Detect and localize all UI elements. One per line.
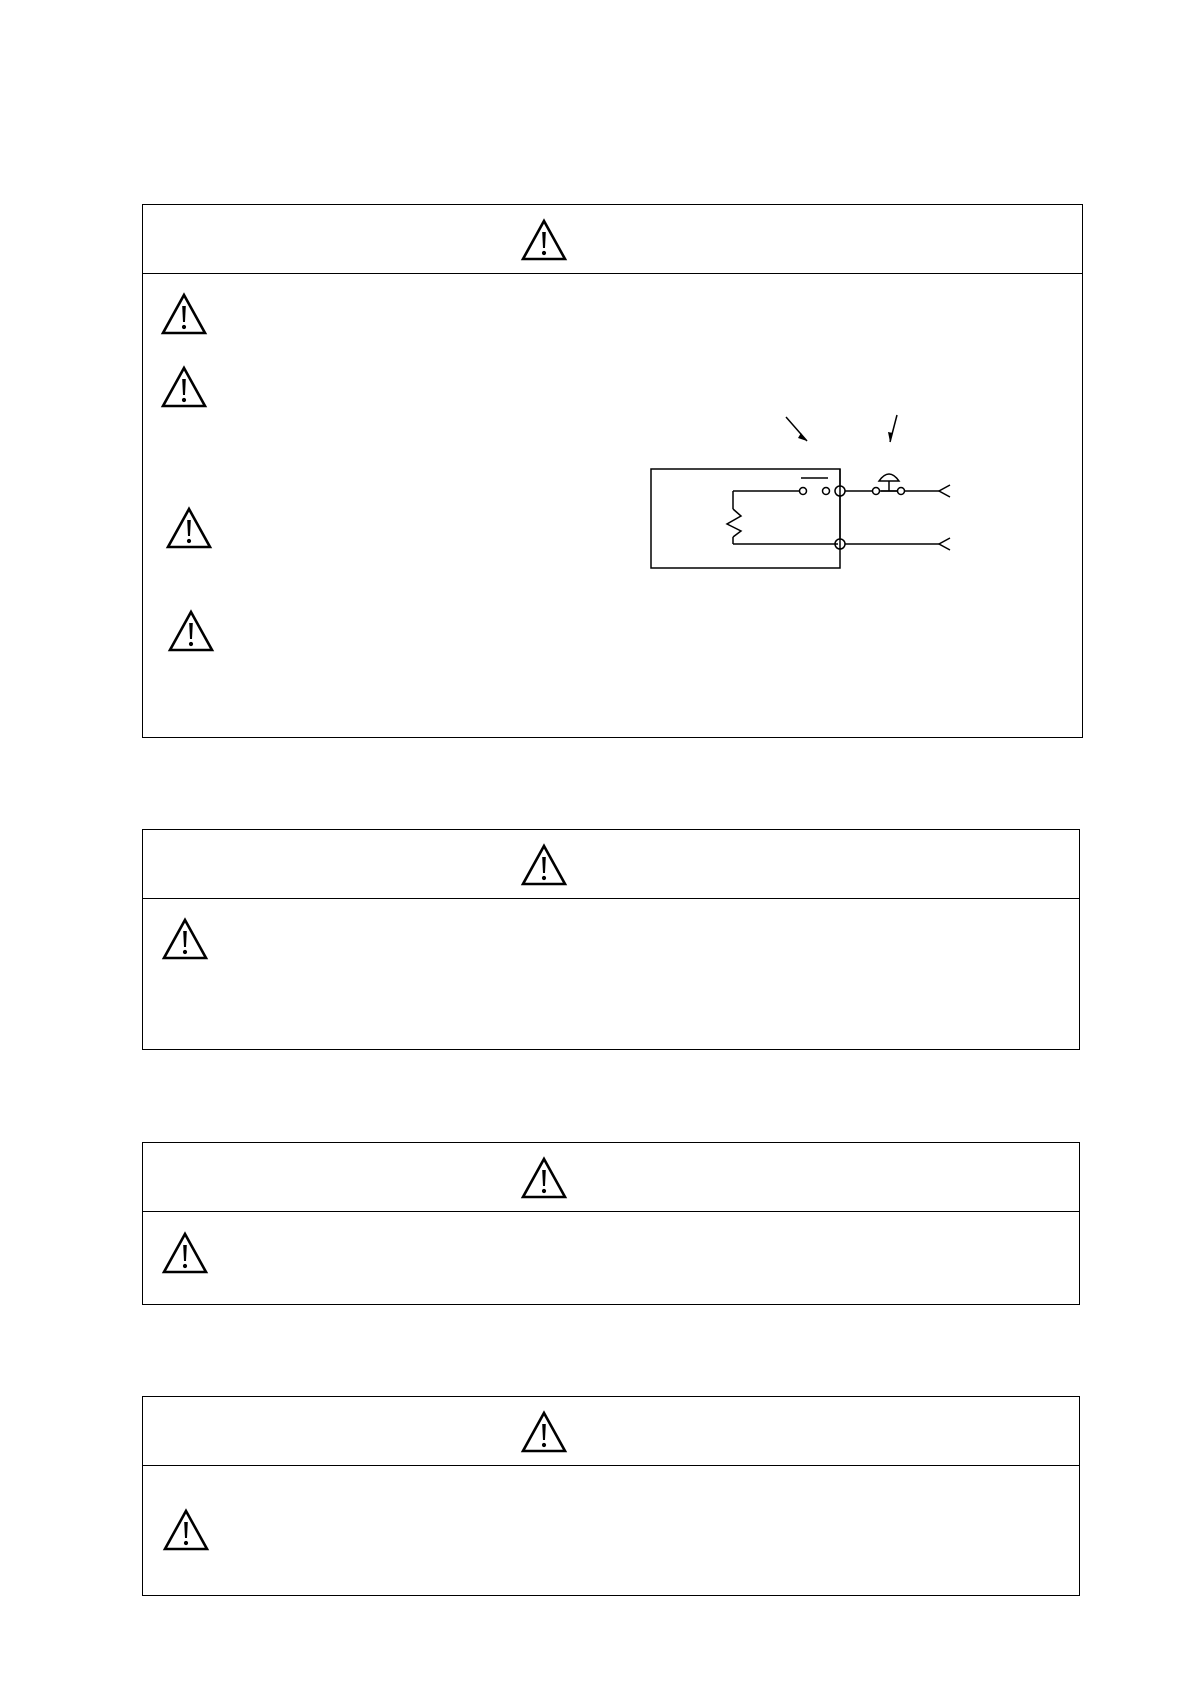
notice-header-1 [143,205,1082,274]
safety-notice-box-3 [142,1142,1080,1305]
emergency-stop-circuit-diagram [643,405,1083,585]
warning-triangle-icon [160,365,208,409]
warning-triangle-icon [161,917,209,961]
safety-notice-box-4 [142,1396,1080,1596]
warning-triangle-icon [520,1156,568,1200]
notice-header-2 [143,830,1079,899]
notice-header-3 [143,1143,1079,1212]
warning-triangle-icon [520,843,568,887]
warning-triangle-icon [167,609,215,653]
safety-notice-box-2 [142,829,1080,1050]
warning-triangle-icon [161,1231,209,1275]
warning-triangle-icon [165,506,213,550]
warning-triangle-icon [520,218,568,262]
notice-header-4 [143,1397,1079,1466]
warning-triangle-icon [520,1410,568,1454]
safety-notice-box-1 [142,204,1083,738]
warning-triangle-icon [160,292,208,336]
warning-triangle-icon [162,1508,210,1552]
